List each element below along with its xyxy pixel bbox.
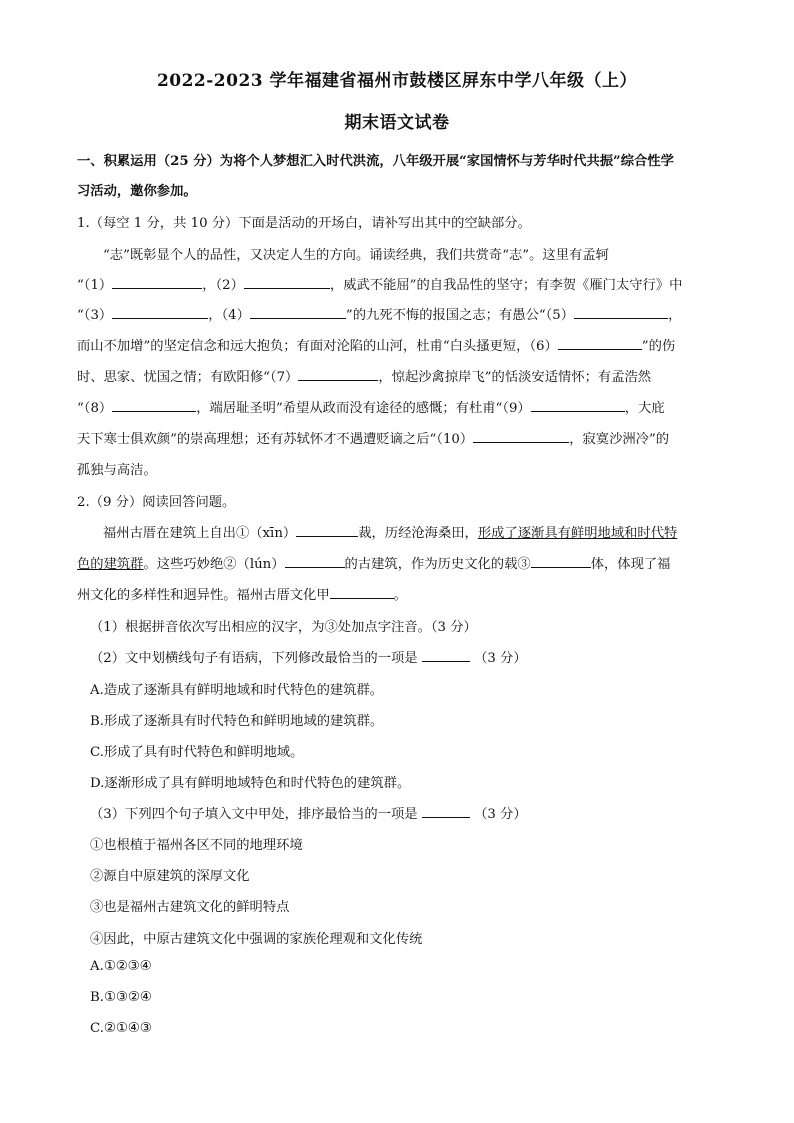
pinyin-blank-2[interactable] xyxy=(285,555,345,568)
q2-passage-line1 xyxy=(103,522,717,541)
sentence-3: ③也是福州古建筑文化的鲜明特点 xyxy=(90,900,290,915)
q1-text: ，端居耻圣明”希望从政而没有途径的感慨；有杜甫“（9） xyxy=(196,401,531,416)
q1-text: ”的伤 xyxy=(641,339,676,354)
q2-text: 。这些巧妙绝②（lún） xyxy=(143,557,285,572)
q1-text: “（1） xyxy=(77,278,113,293)
answer-blank-1[interactable] xyxy=(112,276,202,289)
answer-blank-2[interactable] xyxy=(244,276,330,289)
q1-text: ，寂寞沙洲冷”的 xyxy=(569,432,670,447)
sentence-1: ①也根植于福州各区不同的地理环境 xyxy=(90,838,303,853)
answer-blank-10[interactable] xyxy=(473,430,569,443)
sentence-2: ②源自中原建筑的深厚文化 xyxy=(90,869,250,884)
answer-blank-6[interactable] xyxy=(558,337,642,350)
answer-blank-7[interactable] xyxy=(298,368,378,381)
q2-text: （3 分） xyxy=(474,651,527,666)
q1-paragraph-line6 xyxy=(77,397,717,416)
answer-blank-5[interactable] xyxy=(574,306,668,319)
underlined-sentence: 色的建筑群 xyxy=(77,557,144,572)
answer-blank-8[interactable] xyxy=(112,399,196,412)
q2-text: 。 xyxy=(393,588,407,603)
underlined-sentence: 形成了逐渐具有鲜明地域和时代特 xyxy=(477,526,678,541)
q1-paragraph-line5 xyxy=(77,366,717,385)
q1-text: 时、思家、忧国之情；有欧阳修“（7） xyxy=(77,370,299,385)
q2-sub1: （1）根据拼音依次写出相应的汉字，为③处加点字注音。（3 分） xyxy=(90,620,477,635)
exam-title: 2022-2023 学年福建省福州市鼓楼区屏东中学八年级（上） xyxy=(156,71,638,91)
answer-blank-3[interactable] xyxy=(112,306,208,319)
q1-text: “（8） xyxy=(77,401,113,416)
q1-paragraph-line2 xyxy=(77,274,717,293)
section-intro-line1 xyxy=(77,150,717,169)
answer-blank-4[interactable] xyxy=(250,306,346,319)
q2-text: （3 分） xyxy=(474,807,527,822)
choice-b[interactable]: B.①③②④ xyxy=(90,990,152,1005)
q1-text: ，大庇 xyxy=(624,401,665,416)
choice-blank-2[interactable] xyxy=(422,649,470,662)
q1-text: 天下寒士俱欢颜”的崇高理想；还有苏轼怀才不遇遭贬谪之后“（10） xyxy=(77,432,474,447)
pinyin-blank-3[interactable] xyxy=(531,555,591,568)
q1-paragraph-line8: 孤独与高洁。 xyxy=(77,463,157,478)
pinyin-blank-1[interactable] xyxy=(296,524,358,537)
q2-sub2 xyxy=(90,647,730,666)
section-intro-text: 一、积累运用（25 分）为将个人梦想汇入时代洪流，八年级开展“家国情怀与芳华时代共振”综合性学 xyxy=(77,154,674,169)
q2-text: （2）文中划横线句子有语病，下列修改最恰当的一项是 xyxy=(90,651,418,666)
sentence-4: ④因此，中原古建筑文化中强调的家族伦理观和文化传统 xyxy=(90,932,423,947)
q1-text: “（3） xyxy=(77,308,113,323)
choice-blank-3[interactable] xyxy=(422,805,470,818)
q2-text: 福州古厝在建筑上自出①（xīn） xyxy=(103,526,297,541)
q1-text: 而山不加增”的坚定信念和远大抱负；有面对沦陷的山河，杜甫“白头搔更短，（6） xyxy=(77,339,558,354)
q1-text: ，（4） xyxy=(208,308,250,323)
answer-blank-9[interactable] xyxy=(531,399,625,412)
q1-paragraph-line4 xyxy=(77,335,717,354)
q1-text: ，惊起沙禽掠岸飞”的恬淡安适情怀；有孟浩然 xyxy=(378,370,652,385)
exam-subtitle: 期末语文试卷 xyxy=(344,113,450,133)
q1-text: ，威武不能屈”的自我品性的坚守；有李贺《雁门太守行》中 xyxy=(329,278,683,293)
q2-text: 的古建筑，作为历史文化的载③ xyxy=(344,557,531,572)
q1-text: ，（2） xyxy=(202,278,244,293)
choice-c[interactable]: C.②①④③ xyxy=(90,1021,152,1036)
q2-text: 州文化的多样性和迥异性。福州古厝文化甲 xyxy=(77,588,330,603)
q1-paragraph-line3 xyxy=(77,304,717,323)
option-a[interactable]: A.造成了逐渐具有鲜明地域和时代特色的建筑群。 xyxy=(90,683,384,698)
fill-blank-jia[interactable] xyxy=(330,586,394,599)
q2-passage-line3 xyxy=(77,584,717,603)
q1-text: ， xyxy=(668,308,682,323)
option-c[interactable]: C.形成了具有时代特色和鲜明地域。 xyxy=(90,745,304,760)
question1-header: 1.（每空 1 分，共 10 分）下面是活动的开场白，请补写出其中的空缺部分。 xyxy=(77,216,531,231)
choice-a[interactable]: A.①②③④ xyxy=(90,959,152,974)
q1-paragraph-line1: “志”既彰显个人的品性，又决定人生的方向。诵读经典，我们共赏奇“志”。这里有孟轲 xyxy=(103,248,609,263)
q2-text: （3）下列四个句子填入文中甲处，排序最恰当的一项是 xyxy=(90,807,418,822)
option-b[interactable]: B.形成了逐渐具有时代特色和鲜明地域的建筑群。 xyxy=(90,714,384,729)
q2-passage-line2 xyxy=(77,553,717,572)
section-intro-line2: 习活动，邀你参加。 xyxy=(77,184,197,199)
q1-text: ”的九死不悔的报国之志；有愚公“（5） xyxy=(345,308,575,323)
q1-paragraph-line7 xyxy=(77,428,717,447)
q2-sub3 xyxy=(90,803,730,822)
option-d[interactable]: D.逐渐形成了具有鲜明地域特色和时代特色的建筑群。 xyxy=(90,776,411,791)
q2-text: 裁，历经沧海桑田， xyxy=(358,526,478,541)
q2-text: 体，体现了福 xyxy=(590,557,671,572)
question2-header: 2.（9 分）阅读回答问题。 xyxy=(77,495,236,510)
